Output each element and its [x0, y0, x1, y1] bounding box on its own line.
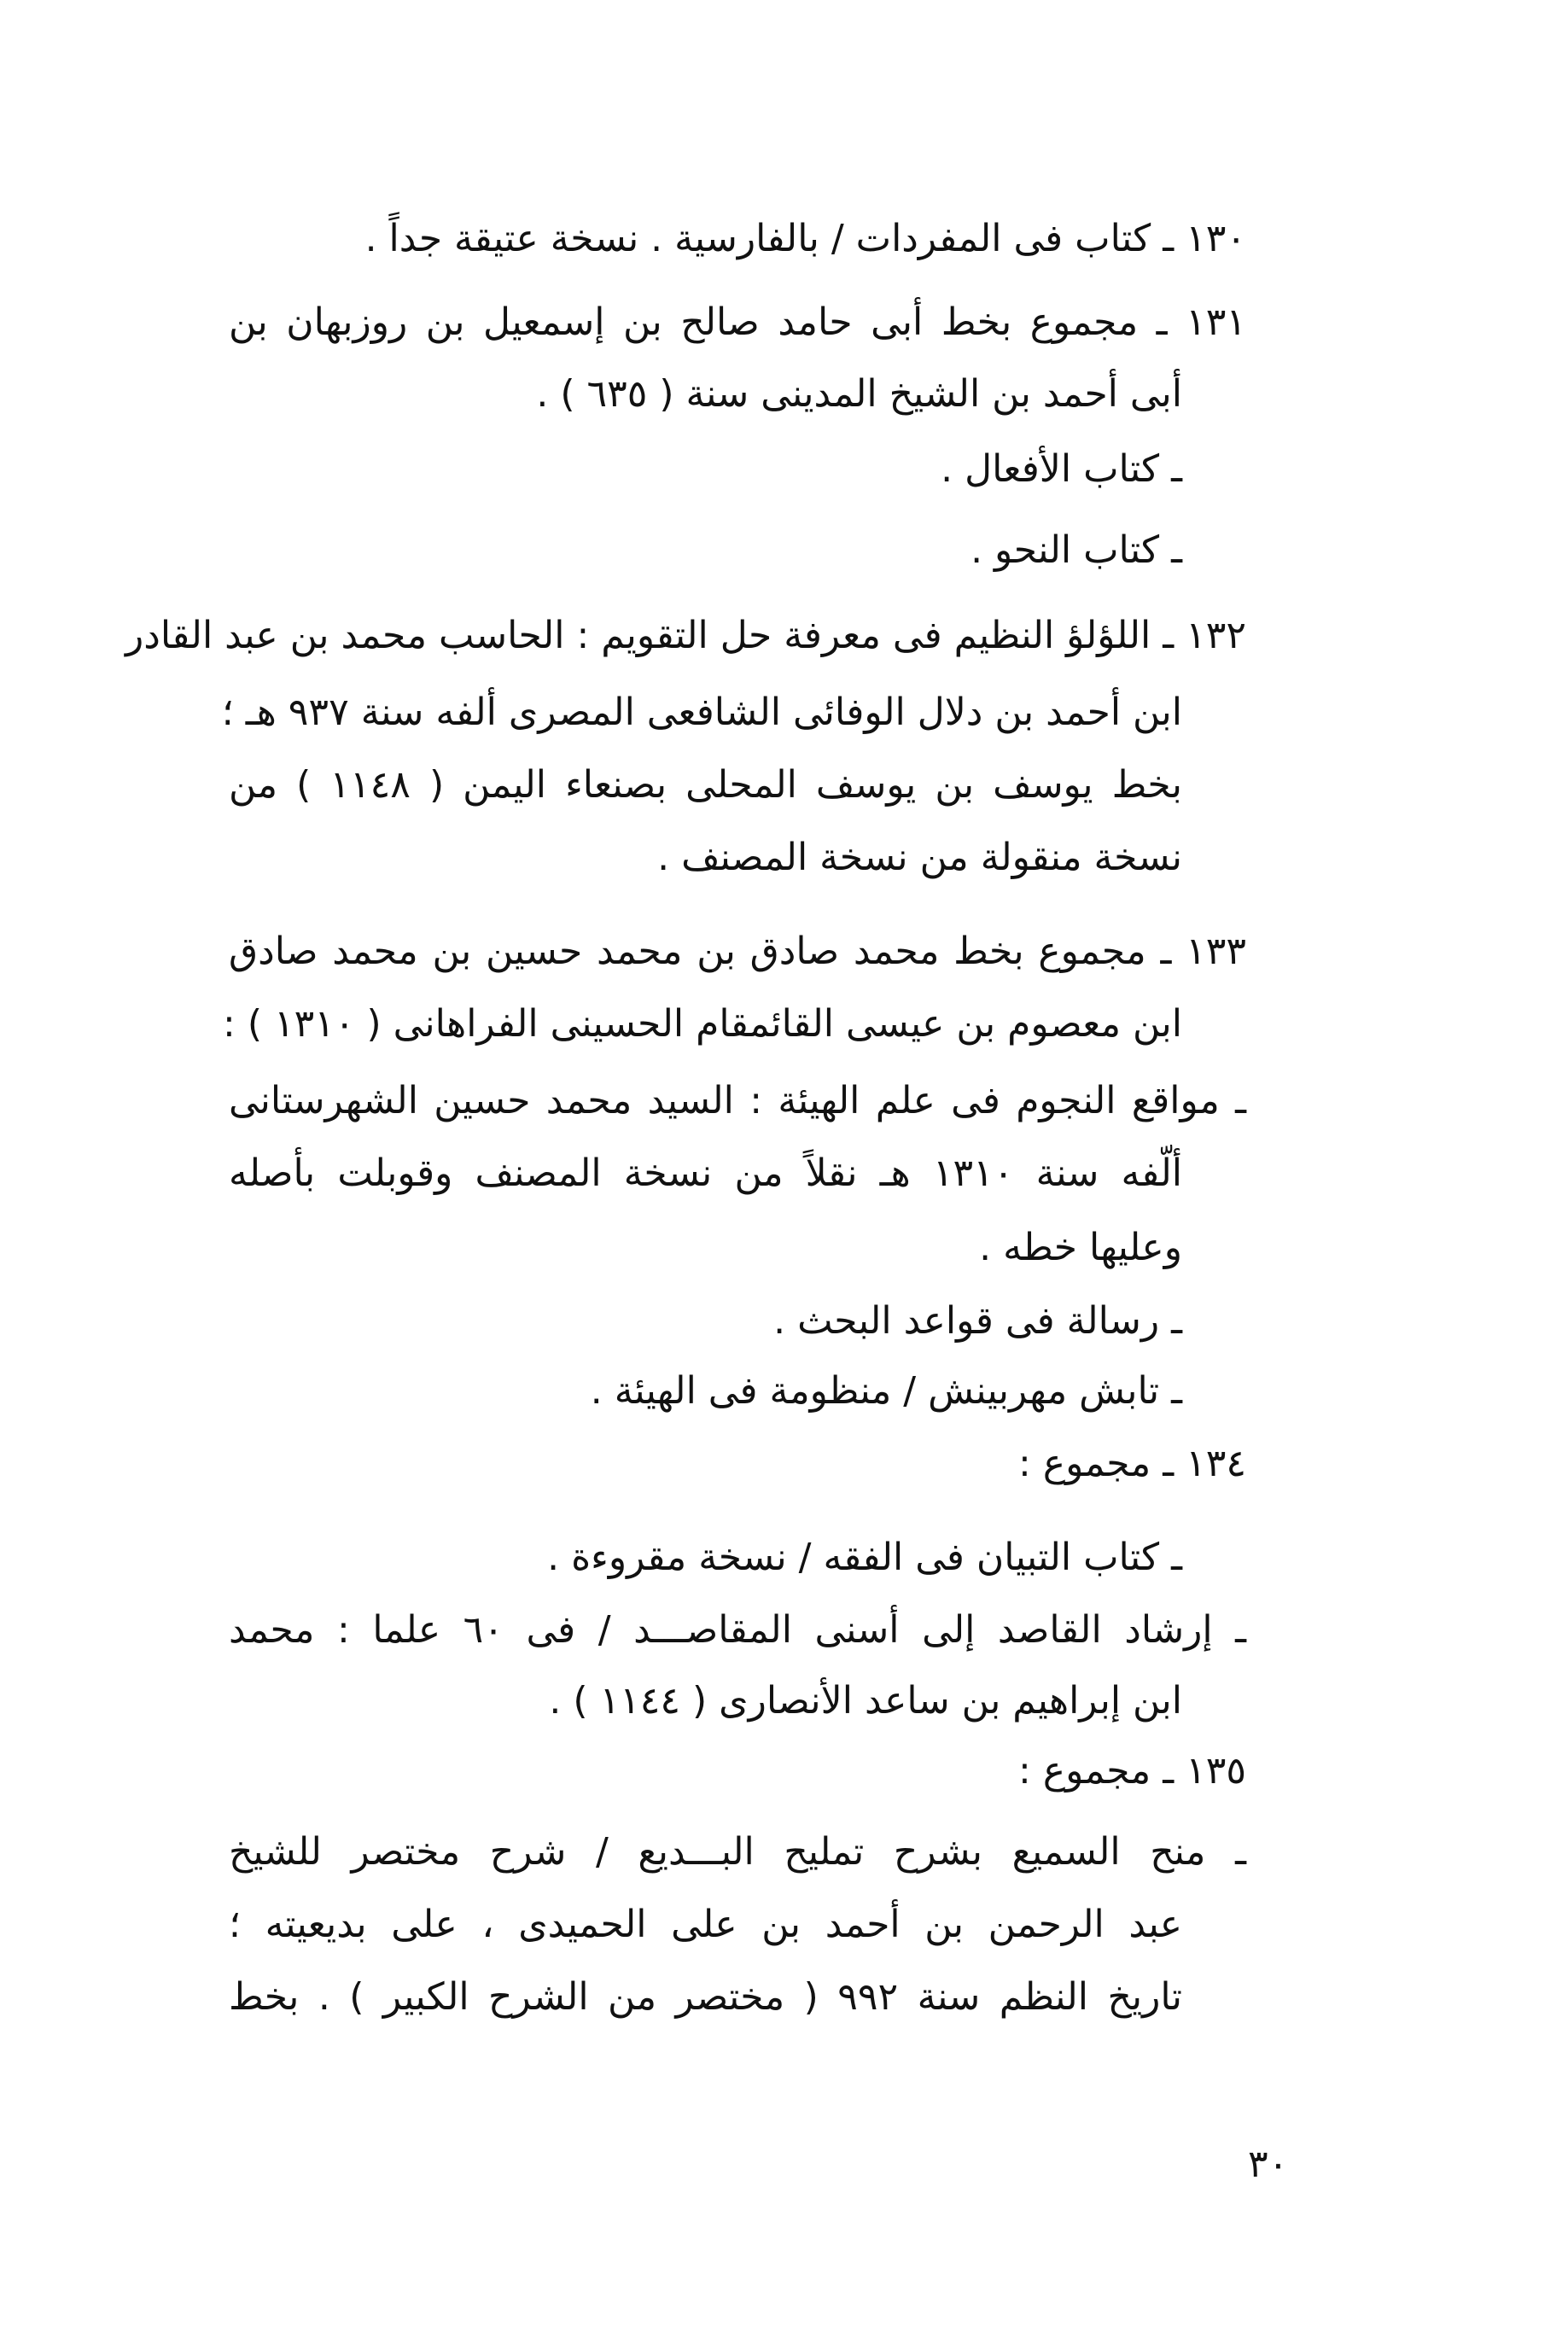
entry-133-line-1: ١٣٣ ـ مجموع بخط محمد صادق بن محمد حسين بن محمد صادق	[229, 930, 1246, 973]
entry-133-line-2: ابن معصوم بن عيسى القائمقام الحسينى الفراهانى ( ١٣١٠ ) :	[223, 1002, 1182, 1046]
entry-133-subitem-1-cont-1: ألّفه سنة ١٣١٠ هـ نقلاً من نسخة المصنف وقوبلت بأصله	[229, 1151, 1183, 1195]
page-number: ٣٠	[1248, 2143, 1289, 2186]
entry-130-line-1: ١٣٠ ـ كتاب فى المفردات / بالفارسية . نسخة عتيقة جداً .	[364, 217, 1246, 260]
entry-135-subitem-1-cont-2: تاريخ النظم سنة ٩٩٢ ( مختصر من الشرح الكبير ) . بخط	[229, 1975, 1182, 2019]
entry-134-line-1: ١٣٤ ـ مجموع :	[1018, 1442, 1246, 1485]
entry-134-subitem-2-cont: ابن إبراهيم بن ساعد الأنصارى ( ١١٤٤ ) .	[549, 1679, 1182, 1723]
entry-135-subitem-1-cont-1: عبد الرحمن بن أحمد بن على الحميدى ، على بديعيته ؛	[229, 1903, 1182, 1946]
entry-134-subitem-1: ـ كتاب التبيان فى الفقه / نسخة مقروءة .	[547, 1536, 1182, 1579]
entry-131-subitem-1: ـ كتاب الأفعال .	[941, 447, 1182, 491]
entry-133-subitem-3: ـ تابش مهربينش / منظومة فى الهيئة .	[590, 1369, 1182, 1413]
entry-132-line-2: ابن أحمد بن دلال الوفائى الشافعى المصرى ألفه سنة ٩٣٧ هـ ؛	[221, 691, 1182, 734]
entry-135-subitem-1: ـ منح السميع بشرح تمليح البـــديع / شرح مختصر للشيخ	[229, 1830, 1246, 1874]
entry-133-subitem-2: ـ رسالة فى قواعد البحث .	[773, 1299, 1182, 1343]
entry-132-line-1: ١٣٢ ـ اللؤلؤ النظيم فى معرفة حل التقويم : الحاسب محمد بن عبد القادر	[125, 614, 1246, 657]
entry-135-line-1: ١٣٥ ـ مجموع :	[1018, 1749, 1246, 1793]
entry-131-subitem-2: ـ كتاب النحو .	[971, 528, 1182, 572]
entry-134-subitem-2: ـ إرشاد القاصد إلى أسنى المقاصـــد / فى ٦٠ علما : محمد	[229, 1608, 1246, 1652]
entry-132-line-4: نسخة منقولة من نسخة المصنف .	[657, 836, 1182, 879]
entry-133-subitem-1-cont-2: وعليها خطه .	[979, 1226, 1182, 1269]
entry-131-line-2: أبى أحمد بن الشيخ المدينى سنة ( ٦٣٥ ) .	[536, 372, 1182, 416]
entry-131-line-1: ١٣١ ـ مجموع بخط أبى حامد صالح بن إسمعيل بن روزبهان بن	[229, 300, 1246, 344]
entry-132-line-3: بخط يوسف بن يوسف المحلى بصنعاء اليمن ( ١١٤٨ ) من	[229, 763, 1183, 807]
entry-133-subitem-1: ـ مواقع النجوم فى علم الهيئة : السيد محمد حسين الشهرستانى	[229, 1079, 1246, 1122]
